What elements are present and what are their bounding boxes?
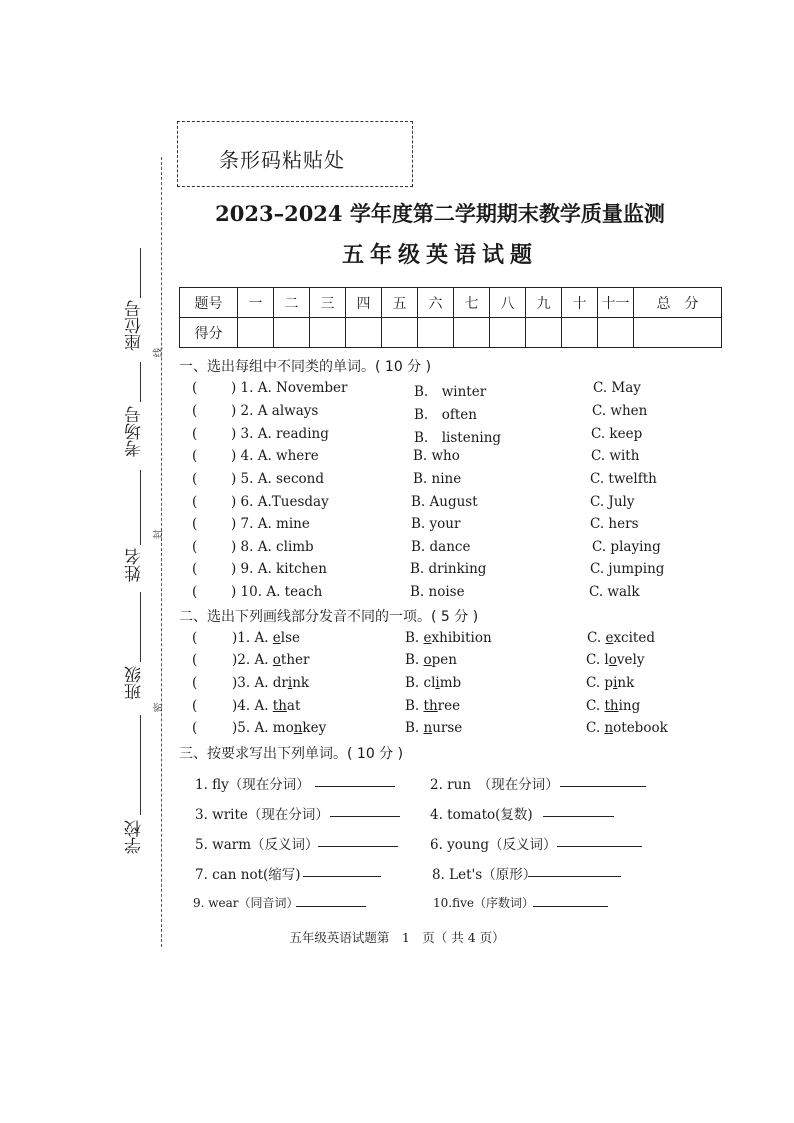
fill-question: 3. write（现在分词） [195,807,329,823]
question-option-c: C. playing [592,539,661,555]
question-option-c: C. when [592,403,648,419]
score-cell[interactable] [346,318,382,348]
question-option-b: B. noise [410,584,465,600]
table-cell: 六 [418,288,454,318]
question-option-a: ) 10. A. teach [231,584,323,600]
question-option-c: C. notebook [586,720,668,736]
score-cell[interactable] [238,318,274,348]
section2-title: 二、选出下列画线部分发音不同的一项。( 5 分 ) [179,609,479,625]
question-paren[interactable]: ( [192,698,198,714]
question-option-b: B. winter [414,384,487,400]
score-cell[interactable] [382,318,418,348]
binding-cut-line [161,157,162,947]
score-cell[interactable] [274,318,310,348]
question-option-b: B. open [405,652,457,668]
seal-mark-seal: 封 [153,529,165,540]
school-line[interactable] [140,715,141,815]
question-paren[interactable]: ( [192,471,198,487]
answer-blank[interactable] [303,864,381,877]
table-cell: 十一 [598,288,634,318]
table-cell: 五 [382,288,418,318]
question-paren[interactable]: ( [192,675,198,691]
question-paren[interactable]: ( [192,652,198,668]
question-option-c: C. hers [590,516,639,532]
question-option-b: B. nine [413,471,462,487]
name-label: 姓名 [125,548,145,582]
score-cell[interactable] [526,318,562,348]
barcode-label: 条形码粘贴处 [219,148,345,172]
table-cell: 题号 [180,288,238,318]
exam-room-line[interactable] [140,362,141,402]
question-option-a: )5. A. monkey [232,720,327,736]
question-option-a: ) 4. A. where [231,448,319,464]
question-option-a: )3. A. drink [232,675,310,691]
answer-blank[interactable] [560,774,646,787]
answer-blank[interactable] [330,804,400,817]
question-option-b: B. your [411,516,461,532]
section3-title: 三、按要求写出下列单词。( 10 分 ) [179,746,404,762]
question-option-b: B. climb [405,675,462,691]
fill-question: 1. fly（现在分词） [195,777,310,793]
fill-question: 7. can not(缩写) [195,867,301,883]
question-option-c: C. excited [587,630,655,646]
score-cell[interactable] [634,318,722,348]
question-paren[interactable]: ( [192,403,198,419]
question-option-a: ) 5. A. second [231,471,325,487]
score-cell[interactable] [562,318,598,348]
table-cell: 七 [454,288,490,318]
answer-blank[interactable] [318,834,398,847]
fill-question: 8. Let's（原形） [432,867,537,883]
exam-title: 2023–2024 学年度第二学期期末教学质量监测 [215,201,665,226]
question-paren[interactable]: ( [192,448,198,464]
fill-question: 4. tomato(复数) [430,807,533,823]
question-option-c: C. July [590,494,635,510]
score-cell[interactable] [454,318,490,348]
seal-mark-line: 线 [153,347,165,358]
fill-question: 2. run （现在分词） [430,777,559,793]
question-option-c: C. thing [586,698,641,714]
score-cell[interactable] [310,318,346,348]
question-paren[interactable]: ( [192,630,198,646]
question-option-b: B. who [413,448,460,464]
question-option-b: B. drinking [410,561,487,577]
class-line[interactable] [140,592,141,662]
seat-number-line[interactable] [140,248,141,298]
question-option-c: C. pink [586,675,635,691]
score-table-score-row [180,318,722,348]
answer-blank[interactable] [315,774,395,787]
question-paren[interactable]: ( [192,516,198,532]
question-option-b: B. nurse [405,720,463,736]
score-cell[interactable] [598,318,634,348]
school-label: 学校 [125,820,145,854]
table-cell: 二 [274,288,310,318]
question-option-a: )4. A. that [232,698,301,714]
question-paren[interactable]: ( [192,561,198,577]
answer-blank[interactable] [296,894,366,907]
question-option-a: ) 6. A.Tuesday [231,494,329,510]
question-paren[interactable]: ( [192,720,198,736]
question-option-c: C. walk [589,584,640,600]
score-cell[interactable] [490,318,526,348]
fill-question: 10.five（序数词） [433,896,534,910]
question-paren[interactable]: ( [192,426,198,442]
table-cell: 八 [490,288,526,318]
class-label: 班级 [125,666,145,700]
table-cell: 总 分 [634,288,722,318]
answer-blank[interactable] [543,804,614,817]
question-paren[interactable]: ( [192,494,198,510]
table-cell: 三 [310,288,346,318]
question-option-c: C. twelfth [590,471,657,487]
question-option-a: ) 8. A. climb [231,539,314,555]
seal-mark-secret: 密 [153,702,165,713]
table-cell: 得分 [180,318,238,348]
barcode-box [177,121,413,187]
question-option-b: B. listening [414,430,502,446]
question-option-a: ) 2. A always [231,403,319,419]
question-paren[interactable]: ( [192,539,198,555]
name-line[interactable] [140,470,141,545]
question-option-a: ) 7. A. mine [231,516,310,532]
answer-blank[interactable] [557,834,642,847]
question-option-a: ) 9. A. kitchen [231,561,327,577]
question-option-c: C. with [591,448,640,464]
table-cell: 一 [238,288,274,318]
score-table [179,287,722,348]
fill-question: 6. young（反义词） [430,837,557,853]
table-cell: 四 [346,288,382,318]
question-option-c: C. May [593,380,641,396]
question-option-b: B. August [411,494,478,510]
exam-subtitle: 五年级英语试题 [341,242,538,268]
table-cell: 十 [562,288,598,318]
page-footer: 五年级英语试题第 1 页（ 共 4 页） [289,930,505,945]
fill-question: 9. wear（同音词） [193,896,299,910]
question-option-c: C. keep [591,426,643,442]
score-cell[interactable] [418,318,454,348]
question-option-c: C. lovely [586,652,645,668]
question-option-a: )2. A. other [232,652,310,668]
table-cell: 九 [526,288,562,318]
fill-question: 5. warm（反义词） [195,837,319,853]
question-paren[interactable]: ( [192,584,198,600]
question-paren[interactable]: ( [192,380,198,396]
answer-blank[interactable] [533,894,608,907]
question-option-a: )1. A. else [232,630,301,646]
question-option-a: ) 1. A. November [231,380,348,396]
answer-blank[interactable] [528,864,621,877]
question-option-c: C. jumping [590,561,665,577]
section1-title: 一、选出每组中不同类的单词。( 10 分 ) [179,359,432,375]
score-table-header-row [180,288,722,318]
question-option-a: ) 3. A. reading [231,426,329,442]
exam-room-label: 考场号 [125,406,145,457]
question-option-b: B. exhibition [405,630,492,646]
question-option-b: B. dance [411,539,471,555]
question-option-b: B. often [414,407,477,423]
question-option-b: B. three [405,698,461,714]
seat-number-label: 座位号 [125,300,145,351]
